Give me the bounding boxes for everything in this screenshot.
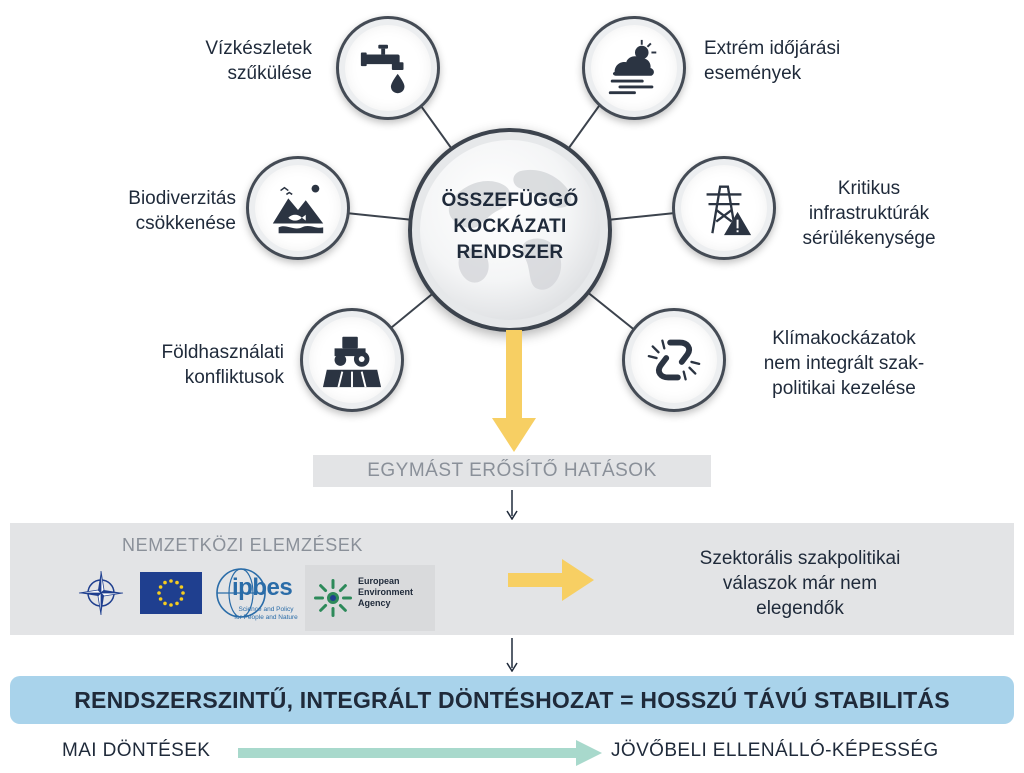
international-analyses-title: NEMZETKÖZI ELEMZÉSEK [122,535,364,555]
risk-label-infrastructure [774,176,964,251]
teal-timeline-arrow [238,740,602,766]
ipbes-tagline [223,606,309,622]
risk-label-weather [704,36,884,86]
risk-label-policy [744,326,944,401]
nato-logo [78,570,124,616]
sectoral-response-line-3: elegendők [756,598,844,619]
risk-label-policy-line-1: Klímakockázatok [772,328,916,349]
yellow-down-arrow [492,330,536,452]
biodiversity-icon [267,177,329,239]
eea-name [358,576,413,609]
risk-label-infrastructure-line-3: sérülékenysége [802,228,936,249]
ipbes-tagline-line-1: Science and Policy [238,606,294,613]
risk-label-landuse-line-2: konfliktusok [184,367,284,388]
risk-node-weather [582,16,686,120]
risk-node-landuse [300,308,404,412]
risk-label-weather-line-1: Extrém időjárási [704,38,841,59]
risk-node-biodiversity [246,156,350,260]
eea-name-line-2: Environment [358,587,414,597]
hub-line-3: RENDSZER [456,242,564,263]
hub-line-2: KOCKÁZATI [453,216,567,237]
risk-label-landuse [120,340,284,390]
risk-node-water [336,16,440,120]
risk-node-policy [622,308,726,412]
sectoral-response-line-1: Szektorális szakpolitikai [699,548,901,569]
risk-label-landuse-line-1: Földhasználati [161,342,284,363]
eea-logo [312,577,354,619]
down-arrow-1 [506,490,518,520]
risk-label-weather-line-2: események [704,63,802,84]
tractor-field-icon [321,329,383,391]
hub-line-1: ÖSSZEFÜGGŐ [441,190,579,211]
water-tap-icon [357,37,419,99]
yellow-right-arrow [508,559,594,601]
integrated-decision-banner: RENDSZERSZINTŰ, INTEGRÁLT DÖNTÉSHOZAT = HOSSZÚ TÁVÚ STABILITÁS [10,676,1014,724]
risk-label-infrastructure-line-2: infrastruktúrák [808,203,930,224]
risk-label-policy-line-3: politikai kezelése [772,378,916,399]
timeline-start-label: MAI DÖNTÉSEK [62,740,211,761]
eea-name-line-3: Agency [358,598,391,608]
extreme-weather-icon [603,37,665,99]
hub-title [412,188,608,266]
risk-label-biodiversity-line-1: Biodiverzitás [128,188,236,209]
eu-flag-logo [140,572,202,614]
risk-label-policy-line-2: nem integrált szak- [763,353,925,374]
ipbes-tagline-line-2: for People and Nature [234,614,298,621]
risk-label-water-line-1: Vízkészletek [205,38,312,59]
down-arrow-2 [506,638,518,672]
timeline-end-label: JÖVŐBELI ELLENÁLLÓ-KÉPESSÉG [611,740,939,761]
risk-label-biodiversity [90,186,236,236]
reinforcing-effects-bar: EGYMÁST ERŐSÍTŐ HATÁSOK [313,455,711,487]
sectoral-response-line-2: válaszok már nem [722,573,878,594]
risk-label-water [170,36,312,86]
eea-name-line-1: European [358,576,400,586]
sectoral-response-text [650,546,950,621]
central-hub-globe [408,128,612,332]
risk-label-water-line-2: szűkülése [227,63,312,84]
broken-chain-icon [643,329,705,391]
risk-label-biodiversity-line-2: csökkenése [135,213,236,234]
ipbes-wordmark: ipbes [232,574,293,601]
risk-label-infrastructure-line-1: Kritikus [837,178,901,199]
power-pylon-warning-icon [693,177,755,239]
risk-node-infrastructure [672,156,776,260]
